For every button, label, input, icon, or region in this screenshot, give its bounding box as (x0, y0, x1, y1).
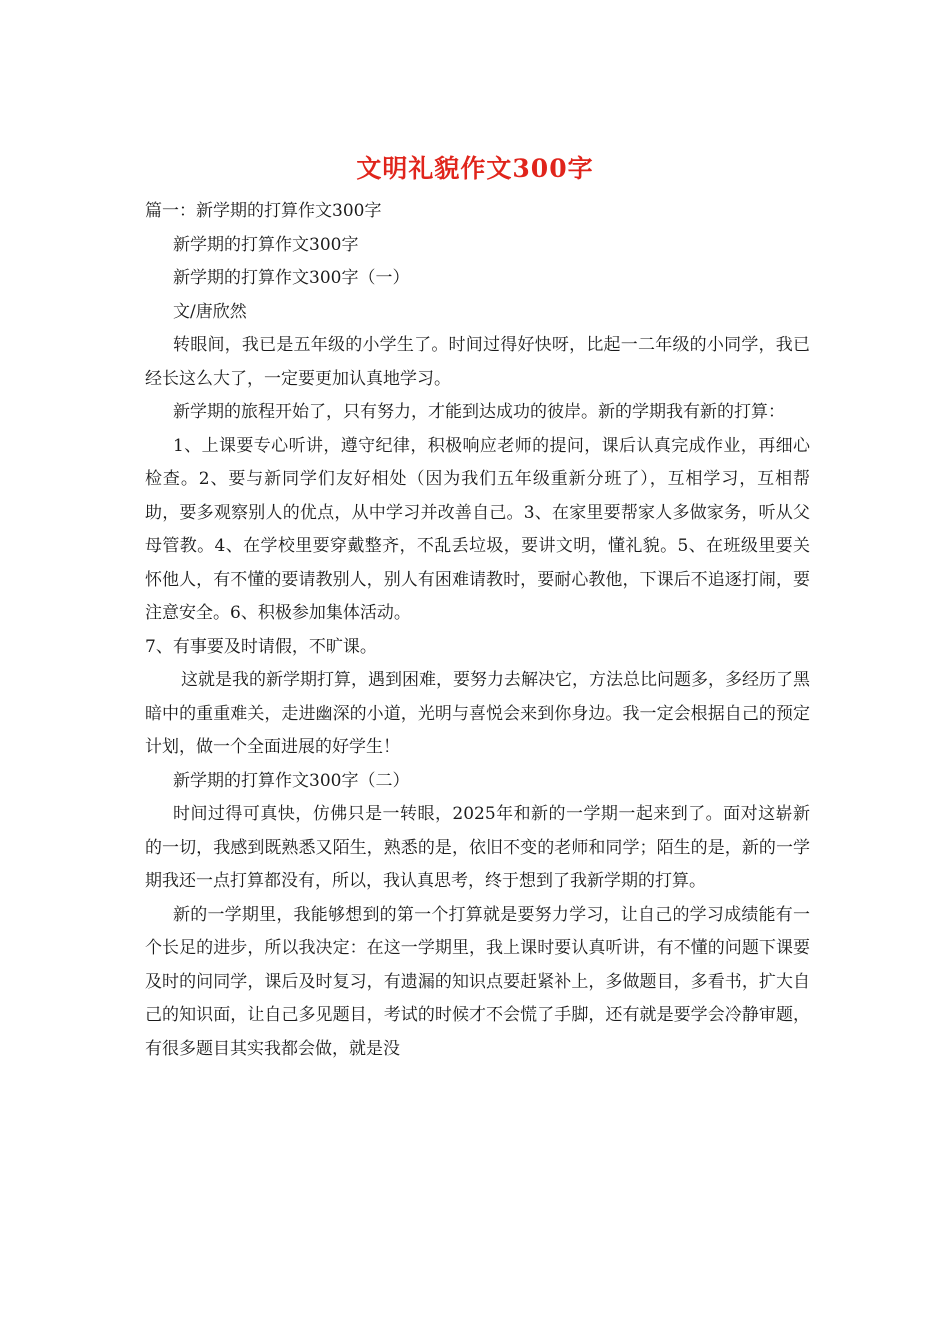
paragraph: 新的一学期里，我能够想到的第一个打算就是要努力学习，让自己的学习成绩能有一个长足的进步，所以我决定：在这一学期里，我上课时要认真听讲，有不懂的问题下课要及时的问同学，课后及时复习，有遗漏的知识点要赶紧补上，多做题目，多看书，扩大自己的知识面，让自己多见题目，考试的时候才不会慌了手脚，还有就是要学会冷静审题，有很多题目其实我都会做，就是没 (145, 904, 810, 1059)
paragraph: 1、上课要专心听讲，遵守纪律，积极响应老师的提问，课后认真完成作业，再细心检查。2、要与新同学们友好相处（因为我们五年级重新分班了），互相学习，互相帮助，要多观察别人的优点，从中学习并改善自己。3、在家里要帮家人多做家务，听从父母管教。4、在学校里要穿戴整齐，不乱丢垃圾，要讲文明，懂礼貌。5、在班级里要关怀他人，有不懂的要请教别人，别人有困难请教时，要耐心教他，下课后不追逐打闹，要注意安全。6、积极参加集体活动。 (145, 435, 810, 623)
subheading: 新学期的打算作文300字（二） (173, 770, 410, 791)
subheading: 新学期的打算作文300字（一） (173, 268, 410, 288)
section-heading: 篇一：新学期的打算作文300字 (145, 201, 382, 221)
paragraph: 这就是我的新学期打算，遇到困难，要努力去解决它，方法总比问题多，多经历了黑暗中的重重难关，走进幽深的小道，光明与喜悦会来到你身边。我一定会根据自己的预定计划，做一个全面进展的好学生！ (145, 670, 810, 757)
subheading: 新学期的打算作文300字 (173, 234, 359, 255)
document-body (145, 195, 810, 1066)
paragraph: 7、有事要及时请假，不旷课。 (145, 636, 377, 657)
paragraph: 时间过得可真快，仿佛只是一转眼，2025年和新的一学期一起来到了。面对这崭新的一切，我感到既熟悉又陌生，熟悉的是，依旧不变的老师和同学；陌生的是，新的一学期我还一点打算都没有，所以，我认真思考，终于想到了我新学期的打算。 (145, 804, 810, 891)
paragraph: 新学期的旅程开始了，只有努力，才能到达成功的彼岸。新的学期我有新的打算： (173, 402, 785, 422)
document-title: 文明礼貌作文300字 (356, 154, 594, 183)
paragraph: 转眼间，我已是五年级的小学生了。时间过得好快呀，比起一二年级的小同学，我已经长这么大了，一定要更加认真地学习。 (145, 335, 810, 389)
author-line: 文/唐欣然 (173, 301, 247, 322)
